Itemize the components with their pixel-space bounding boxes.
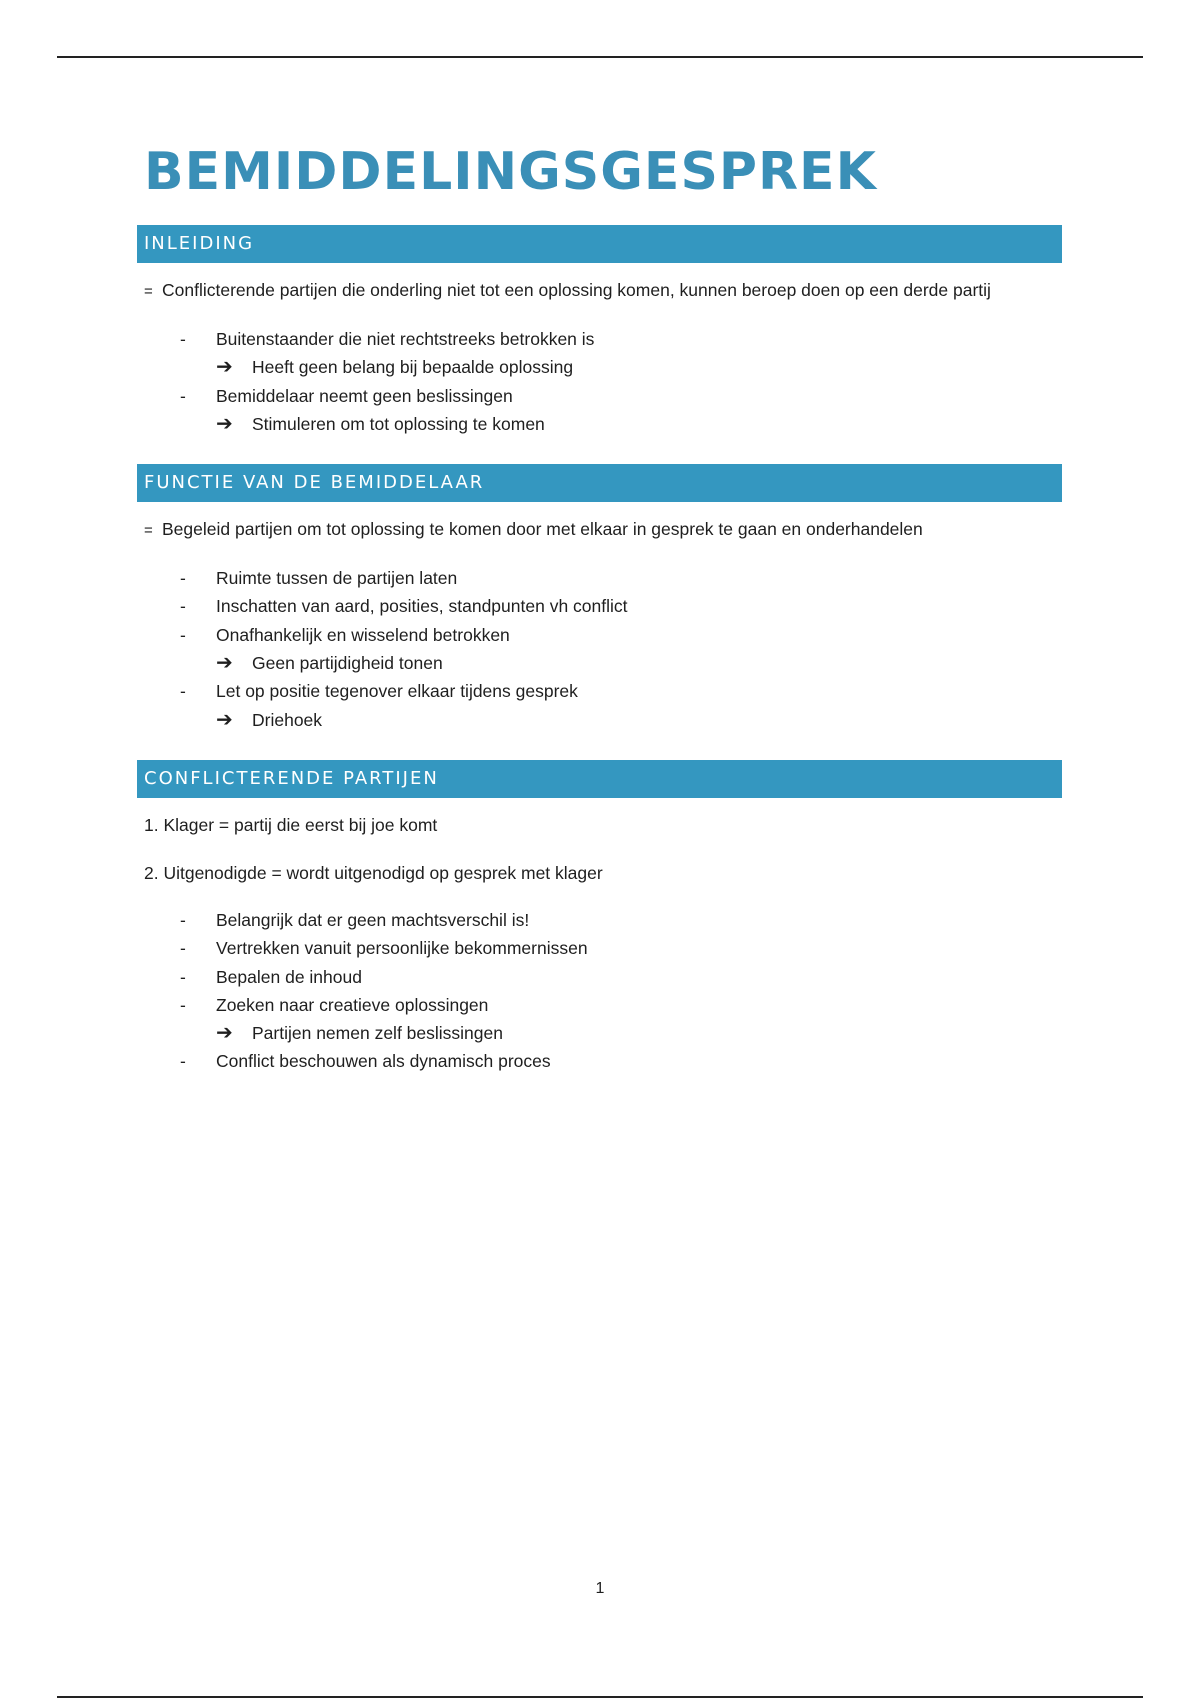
arrow-icon: ➔	[216, 708, 233, 731]
lead-paragraph-functie	[144, 516, 1062, 544]
list-item-text: Driehoek	[252, 709, 323, 730]
dash-marker: -	[180, 994, 186, 1015]
equals-marker: =	[144, 522, 153, 540]
list-item	[137, 1019, 1062, 1047]
list-item	[137, 564, 1062, 592]
list-item	[137, 621, 1062, 649]
dash-marker: -	[180, 624, 186, 645]
list-item-text: Heeft geen belang bij bepaalde oplossing	[252, 357, 574, 378]
dash-marker: -	[180, 938, 186, 959]
list-item-text: Let op positie tegenover elkaar tijdens gesprek	[216, 681, 578, 702]
list-item-text: Bemiddelaar neemt geen beslissingen	[216, 385, 513, 406]
list-item-text: Zoeken naar creatieve oplossingen	[216, 994, 489, 1015]
list-item-text: Geen partijdigheid tonen	[252, 653, 443, 674]
section-header-partijen: CONFLICTERENDE PARTIJEN	[137, 760, 1062, 798]
dash-marker: -	[180, 596, 186, 617]
list-item	[137, 906, 1062, 934]
lead-text: Conflicterende partijen die onderling niet tot een oplossing komen, kunnen beroep doen op een derde partij	[162, 280, 991, 300]
list-item-text: Partijen nemen zelf beslissingen	[252, 1023, 503, 1044]
dash-marker: -	[180, 909, 186, 930]
list-item	[137, 649, 1062, 677]
list-item	[137, 934, 1062, 962]
list-item	[137, 353, 1062, 381]
list-item	[137, 706, 1062, 734]
list-item	[137, 410, 1062, 438]
bottom-rule	[57, 1696, 1143, 1698]
dash-marker: -	[180, 385, 186, 406]
list-item	[137, 382, 1062, 410]
arrow-icon: ➔	[216, 412, 233, 435]
top-rule	[57, 56, 1143, 58]
dash-marker: -	[180, 681, 186, 702]
list-item-text: Buitenstaander die niet rechtstreeks betrokken is	[216, 329, 595, 349]
numbered-item-uitgenodigde: 2. Uitgenodigde = wordt uitgenodigd op gesprek met klager	[144, 862, 603, 883]
list-item-text: Inschatten van aard, posities, standpunten vh conflict	[216, 596, 628, 617]
section-header-functie: FUNCTIE VAN DE BEMIDDELAAR	[137, 464, 1062, 502]
list-item	[137, 1047, 1062, 1075]
lead-text: Begeleid partijen om tot oplossing te komen door met elkaar in gesprek te gaan en onderhandelen	[162, 519, 923, 540]
document-content	[137, 140, 1062, 1076]
arrow-icon: ➔	[216, 356, 233, 379]
list-item	[137, 592, 1062, 620]
bullet-list-inleiding	[137, 325, 1062, 438]
list-item	[137, 677, 1062, 705]
lead-paragraph-inleiding	[144, 277, 1062, 305]
arrow-icon: ➔	[216, 1022, 233, 1045]
dash-marker: -	[180, 568, 186, 589]
document-title: BEMIDDELINGSGESPREK	[144, 142, 877, 202]
bullet-list-functie	[137, 564, 1062, 734]
list-item	[137, 991, 1062, 1019]
page-number: 1	[595, 1580, 605, 1597]
list-item-text: Onafhankelijk en wisselend betrokken	[216, 624, 510, 645]
dash-marker: -	[180, 1051, 186, 1072]
list-item-text: Stimuleren om tot oplossing te komen	[252, 413, 545, 434]
equals-marker: =	[144, 283, 153, 300]
list-item-text: Vertrekken vanuit persoonlijke bekommernissen	[216, 938, 588, 959]
arrow-icon: ➔	[216, 652, 233, 675]
list-item-text: Ruimte tussen de partijen laten	[216, 568, 458, 589]
dash-marker: -	[180, 966, 186, 987]
list-item-text: Bepalen de inhoud	[216, 966, 362, 987]
dash-marker: -	[180, 329, 186, 349]
bullet-list-partijen	[137, 906, 1062, 1076]
numbered-item-klager: 1. Klager = partij die eerst bij joe komt	[144, 814, 438, 835]
section-header-inleiding: INLEIDING	[137, 225, 1062, 263]
list-item-text: Belangrijk dat er geen machtsverschil is!	[216, 909, 530, 930]
list-item	[137, 963, 1062, 991]
list-item-text: Conflict beschouwen als dynamisch proces	[216, 1051, 551, 1072]
list-item	[137, 325, 1062, 353]
